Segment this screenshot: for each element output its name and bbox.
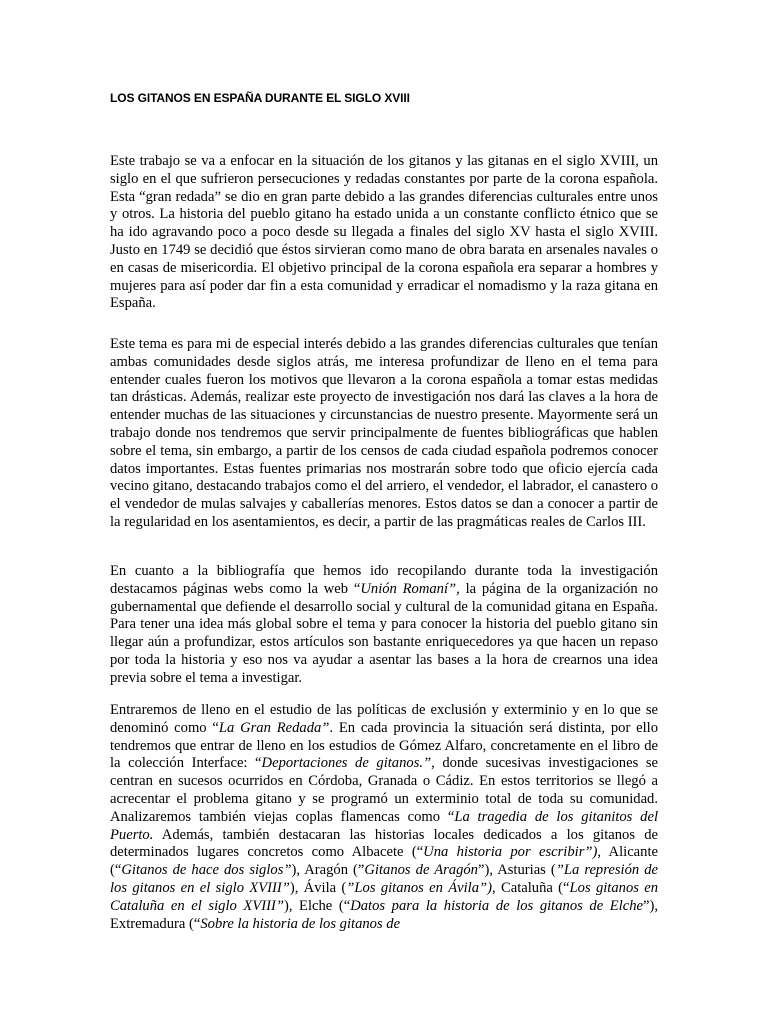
- paragraph-1: [110, 153, 658, 313]
- document-title: LOS GITANOS EN ESPAÑA DURANTE EL SIGLO XVIII: [110, 91, 410, 105]
- paragraph-2-text: Este tema es para mi de especial interés debido a las grandes diferencias culturales que tenían ambas comunidades desde siglos atrás, me interesa profundizar de lleno en el tema para entender cuales fueron los motivos que llevaron a la corona española a tomar estas medidas tan drásticas. Además, realizar este proyecto de investigación nos dará las claves a la hora de entender muchas de las situaciones y circunstancias de nuestro presente. Mayormente será un trabajo donde nos tendremos que servir principalmente de fuentes bibliográficas que hablen sobre el tema, sin embargo, a partir de los censos de cada ciudad española podremos conocer datos importantes. Estas fuentes primarias nos mostrarán sobre todo que oficio ejercía cada vecino gitano, destacando trabajos como el del arriero, el vendedor, el labrador, el canastero o el vendedor de mulas salvajes y caballerías menores. Estos datos se dan a conocer a partir de la regularidad en los asentamientos, es decir, a partir de las pragmáticas reales de Carlos III.: [110, 336, 658, 530]
- text-run: . En cada provincia la situación será distinta, por ello tendremos que entrar de lleno en los estudios de Gómez Alfaro, concretamente en el libro de la colección Interface: “: [110, 719, 658, 772]
- italic-title: Gitanos de Aragón: [364, 862, 478, 879]
- paragraph-4-text: [110, 702, 658, 933]
- paragraph-3-text: [110, 563, 658, 688]
- text-run: ), Ávila (: [289, 879, 347, 896]
- text-run: ), Elche (“: [283, 897, 351, 914]
- text-run: la página de la organización no gubernamental que defiende el desarrollo social y cultural de la comunidad gitana en España. Para tener una idea más global sobre el tema y para conocer la historia del pueblo gitano sin llegar aún a profundizar, estos artículos son bastante enriquecedores ya que hacen un repaso por toda la historia y eso nos va ayudar a asentar las bases a la hora de crearnos una idea previa sobre el tema a investigar.: [110, 580, 659, 686]
- text-run: En cuanto a la bibliografía que hemos ido recopilando durante toda la investigación destacamos páginas webs como la web “: [110, 563, 658, 597]
- italic-title: ”Los gitanos en Ávila”): [346, 879, 493, 896]
- text-run: ), Aragón (”: [291, 862, 365, 879]
- italic-title: Gitanos de hace dos siglos”: [121, 862, 292, 879]
- text-run: ”), Asturias (: [477, 862, 556, 879]
- text-run: Entraremos de lleno en el estudio de las políticas de exclusión y exterminio y en lo que se denominó como “: [110, 702, 658, 736]
- paragraph-3: [110, 563, 658, 688]
- text-run: , donde sucesivas investigaciones se centran en sucesos ocurridos en Córdoba, Granada o Cádiz. En estos territorios se llegó a acrecentar el problema gitano y se programó un exterminio total de toda su comunidad. Analizaremos también viejas coplas flamencas como “: [110, 755, 658, 825]
- italic-title: Datos para la historia de los gitanos de Elche: [350, 897, 643, 914]
- italic-title: Los gitanos en Cataluña en el siglo XVIII”: [110, 879, 659, 914]
- text-run: , Alicante (“: [110, 844, 658, 879]
- italic-title: La Gran Redada”: [218, 719, 330, 736]
- italic-title: La tragedia de los gitanitos del Puerto.: [110, 808, 658, 843]
- text-run: Además, también destacaran las historias locales dedicados a los gitanos de determinados lugares concretos como Albacete (“: [110, 826, 658, 861]
- paragraph-1-text: Este trabajo se va a enfocar en la situación de los gitanos y las gitanas en el siglo XVIII, un siglo en el que sufrieron persecuciones y redadas constantes por parte de la corona española. Esta “gran redada” se dio en gran parte debido a las grandes diferencias culturales entre unos y otros. La historia del pueblo gitano ha estado unida a un constante conflicto étnico que se ha ido agravando poco a poco desde su llegada a finales del siglo XV hasta el siglo XVIII. Justo en 1749 se decidió que éstos sirvieran como mano de obra barata en arsenales navales o en casas de misericordia. El objetivo principal de la corona española era separar a hombres y mujeres para así poder dar fin a esta comunidad y erradicar el nomadismo y la raza gitana en España.: [110, 153, 658, 312]
- paragraph-2: [110, 336, 658, 532]
- text-run: ”), Extremadura (“: [110, 897, 658, 932]
- italic-title: Una historia por escribir”): [423, 844, 598, 861]
- paragraph-4: [110, 702, 658, 933]
- italic-title: ”La represión de los gitanos en el siglo XVIII”: [110, 862, 658, 896]
- italic-title: Sobre la historia de los gitanos de: [200, 915, 401, 932]
- italic-title: Deportaciones de gitanos.”: [261, 755, 432, 772]
- text-run: , Cataluña (“: [492, 879, 570, 896]
- italic-title: Unión Romaní”,: [360, 580, 460, 597]
